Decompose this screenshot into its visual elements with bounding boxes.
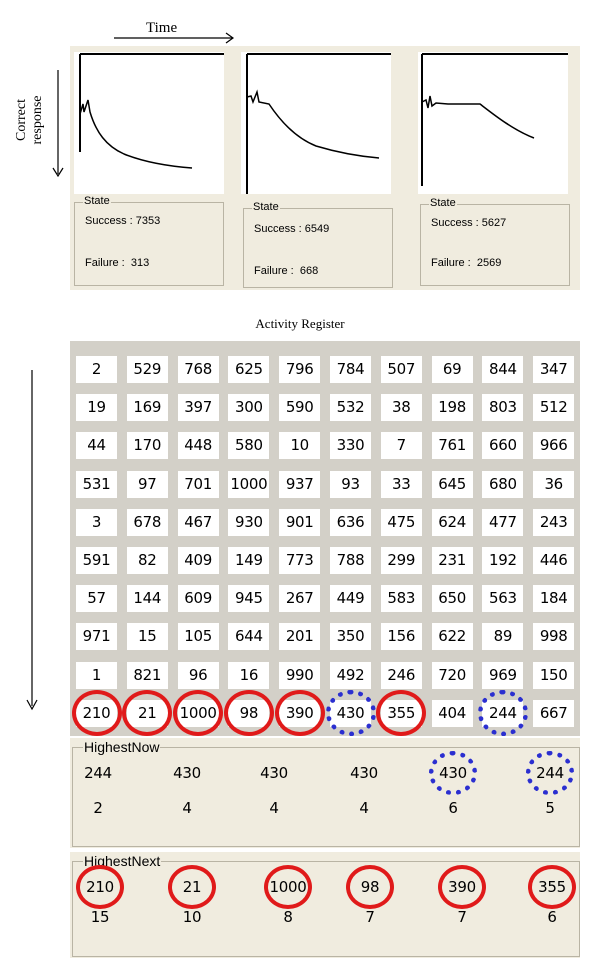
highest-next-legend: HighestNext [84, 853, 161, 869]
success-line [85, 215, 160, 227]
failure-value: 2569 [476, 257, 502, 269]
response-graph-3 [418, 52, 568, 194]
register-cell: 966 [533, 432, 574, 459]
register-cell: 347 [533, 356, 574, 383]
register-cell: 1 [76, 662, 117, 689]
register-cell: 591 [76, 547, 117, 574]
success-value: 7353 [135, 215, 161, 227]
register-cell: 844 [482, 356, 523, 383]
register-cell: 590 [279, 394, 320, 421]
register-cell: 990 [279, 662, 320, 689]
register-cell: 404 [432, 700, 473, 727]
state-legend: State [84, 195, 110, 207]
register-cell: 784 [330, 356, 371, 383]
register-cell: 667 [533, 700, 574, 727]
register-cell: 680 [482, 471, 523, 498]
register-cell: 773 [279, 547, 320, 574]
highest-value: 98 [360, 878, 380, 896]
register-cell: 170 [127, 432, 168, 459]
register-cell: 144 [127, 585, 168, 612]
register-cell: 971 [76, 623, 117, 650]
register-cell: 210 [76, 700, 117, 727]
down-arrow-icon [50, 68, 66, 180]
activity-register-grid [70, 341, 580, 736]
register-cell: 355 [381, 700, 422, 727]
register-cell: 998 [533, 623, 574, 650]
register-cell: 624 [432, 509, 473, 536]
register-cell: 19 [76, 394, 117, 421]
failure-label: Failure : [85, 257, 125, 269]
activity-register-title: Activity Register [255, 316, 345, 331]
register-cell: 397 [178, 394, 219, 421]
failure-label: Failure : [254, 265, 294, 277]
register-cell: 720 [432, 662, 473, 689]
response-graph-2 [241, 52, 391, 194]
highest-next-panel [70, 852, 580, 958]
register-cell: 1000 [178, 700, 219, 727]
register-cell: 300 [228, 394, 269, 421]
register-cell: 660 [482, 432, 523, 459]
time-axis-label: Time [146, 20, 178, 36]
register-cell: 492 [330, 662, 371, 689]
register-cell: 7 [381, 432, 422, 459]
register-cell: 198 [432, 394, 473, 421]
register-cell: 821 [127, 662, 168, 689]
register-cell: 231 [432, 547, 473, 574]
register-cell: 625 [228, 356, 269, 383]
register-cell: 477 [482, 509, 523, 536]
register-cell: 243 [533, 509, 574, 536]
highest-count: 6 [448, 799, 458, 817]
register-cell: 937 [279, 471, 320, 498]
register-cell: 449 [330, 585, 371, 612]
register-cell: 636 [330, 509, 371, 536]
register-cell: 622 [432, 623, 473, 650]
register-cell: 38 [381, 394, 422, 421]
register-cell: 701 [178, 471, 219, 498]
highest-value: 210 [86, 878, 114, 896]
register-cell: 448 [178, 432, 219, 459]
register-cell: 44 [76, 432, 117, 459]
register-cell: 156 [381, 623, 422, 650]
response-graph-1 [74, 52, 224, 194]
register-cell: 89 [482, 623, 523, 650]
success-line [254, 223, 329, 235]
failure-label: Failure : [431, 257, 471, 269]
register-cell: 901 [279, 509, 320, 536]
failure-line [431, 257, 501, 269]
register-cell: 1000 [228, 471, 269, 498]
state-box-3 [420, 197, 570, 286]
register-cell: 796 [279, 356, 320, 383]
highest-value: 390 [448, 878, 476, 896]
register-cell: 246 [381, 662, 422, 689]
register-cell: 644 [228, 623, 269, 650]
highest-next-frame [72, 853, 580, 957]
register-cell: 3 [76, 509, 117, 536]
register-cell: 184 [533, 585, 574, 612]
register-cell: 390 [279, 700, 320, 727]
time-arrow-icon [112, 30, 238, 44]
register-cell: 475 [381, 509, 422, 536]
register-cell: 36 [533, 471, 574, 498]
state-box-2 [243, 201, 393, 288]
register-cell: 192 [482, 547, 523, 574]
register-cell: 15 [127, 623, 168, 650]
highest-value: 244 [84, 764, 112, 782]
highest-count: 4 [182, 799, 192, 817]
register-cell: 467 [178, 509, 219, 536]
highest-count: 7 [457, 908, 467, 926]
register-cell: 267 [279, 585, 320, 612]
highest-count: 10 [182, 908, 202, 926]
highest-count: 5 [545, 799, 555, 817]
register-cell: 299 [381, 547, 422, 574]
register-cell: 2 [76, 356, 117, 383]
highest-count: 7 [365, 908, 375, 926]
register-cell: 21 [127, 700, 168, 727]
register-cell: 532 [330, 394, 371, 421]
register-cell: 201 [279, 623, 320, 650]
failure-line [254, 265, 318, 277]
highest-value: 355 [538, 878, 566, 896]
register-cell: 645 [432, 471, 473, 498]
response-graphs-panel [70, 46, 580, 290]
register-cell: 105 [178, 623, 219, 650]
register-cell: 969 [482, 662, 523, 689]
highest-value: 430 [350, 764, 378, 782]
register-cell: 609 [178, 585, 219, 612]
register-cell: 531 [76, 471, 117, 498]
register-cell: 330 [330, 432, 371, 459]
register-cell: 57 [76, 585, 117, 612]
correct-response-line1: Correct [14, 99, 29, 141]
success-value: 6549 [304, 223, 330, 235]
register-cell: 430 [330, 700, 371, 727]
register-cell: 93 [330, 471, 371, 498]
state-legend: State [253, 201, 279, 213]
register-cell: 529 [127, 356, 168, 383]
register-cell: 33 [381, 471, 422, 498]
register-cell: 98 [228, 700, 269, 727]
highest-value: 430 [260, 764, 288, 782]
failure-value: 668 [299, 265, 319, 277]
register-cell: 10 [279, 432, 320, 459]
highest-count: 6 [547, 908, 557, 926]
register-cell: 149 [228, 547, 269, 574]
highest-now-legend: HighestNow [84, 739, 160, 755]
register-cell: 650 [432, 585, 473, 612]
success-label: Success : [254, 223, 302, 235]
correct-response-line2: response [30, 95, 45, 145]
register-cell: 563 [482, 585, 523, 612]
highest-now-frame [72, 739, 580, 847]
highest-count: 4 [359, 799, 369, 817]
register-cell: 945 [228, 585, 269, 612]
register-cell: 169 [127, 394, 168, 421]
register-cell: 583 [381, 585, 422, 612]
failure-line [85, 257, 149, 269]
highest-count: 2 [93, 799, 103, 817]
highest-now-panel [70, 738, 580, 848]
register-cell: 446 [533, 547, 574, 574]
highest-value: 1000 [269, 878, 307, 896]
register-cell: 678 [127, 509, 168, 536]
register-cell: 16 [228, 662, 269, 689]
register-cell: 512 [533, 394, 574, 421]
down-arrow-icon [24, 368, 40, 714]
register-cell: 82 [127, 547, 168, 574]
register-cell: 409 [178, 547, 219, 574]
highest-value: 430 [439, 764, 467, 782]
highest-count: 15 [90, 908, 110, 926]
highest-count: 4 [269, 799, 279, 817]
register-cell: 97 [127, 471, 168, 498]
register-cell: 768 [178, 356, 219, 383]
register-cell: 244 [482, 700, 523, 727]
register-cell: 350 [330, 623, 371, 650]
register-cell: 150 [533, 662, 574, 689]
success-label: Success : [431, 217, 479, 229]
register-cell: 507 [381, 356, 422, 383]
success-line [431, 217, 506, 229]
register-cell: 580 [228, 432, 269, 459]
register-cell: 788 [330, 547, 371, 574]
correct-response-label [14, 60, 54, 160]
register-cell: 803 [482, 394, 523, 421]
failure-value: 313 [130, 257, 150, 269]
register-cell: 69 [432, 356, 473, 383]
register-cell: 96 [178, 662, 219, 689]
highest-value: 430 [173, 764, 201, 782]
highest-value: 244 [536, 764, 564, 782]
highest-value: 21 [182, 878, 202, 896]
register-cell: 761 [432, 432, 473, 459]
success-value: 5627 [481, 217, 507, 229]
state-box-1 [74, 195, 224, 286]
highest-count: 8 [283, 908, 293, 926]
state-legend: State [430, 197, 456, 209]
register-cell: 930 [228, 509, 269, 536]
success-label: Success : [85, 215, 133, 227]
